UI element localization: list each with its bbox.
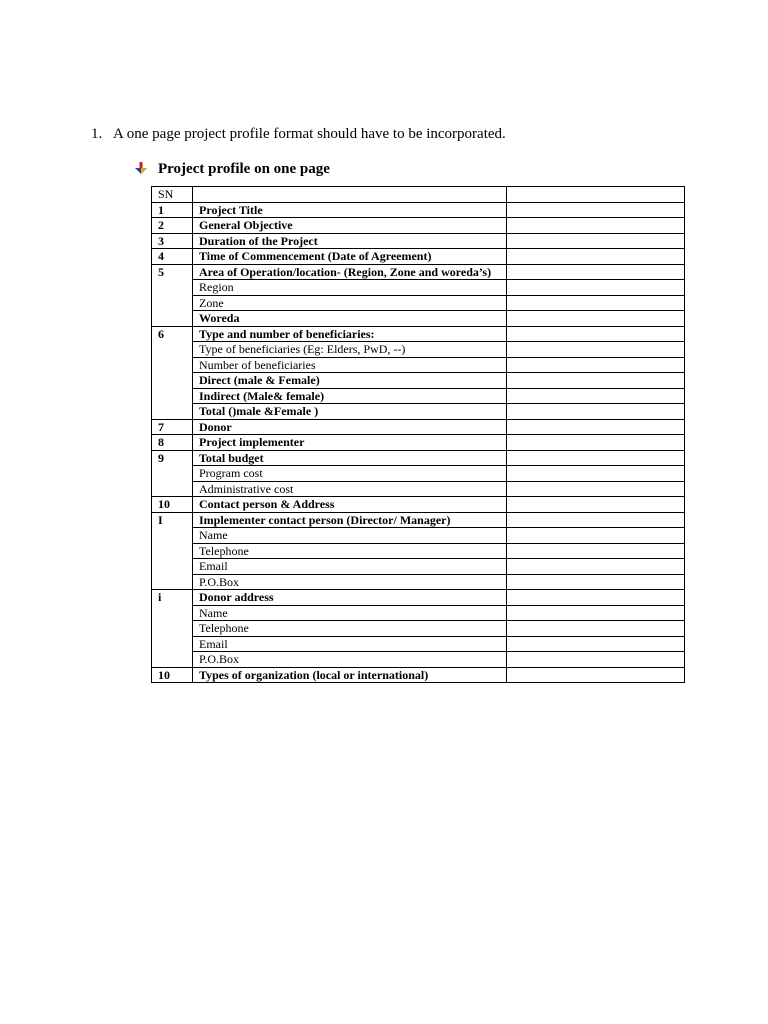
field-value-cell[interactable] bbox=[507, 466, 685, 482]
field-value-cell[interactable] bbox=[507, 326, 685, 342]
numbered-instruction bbox=[91, 125, 506, 143]
field-value-cell[interactable] bbox=[507, 342, 685, 358]
field-value-cell[interactable] bbox=[507, 373, 685, 389]
sn-cell: 2 bbox=[152, 218, 193, 234]
section-heading-text: Project profile on one page bbox=[158, 161, 330, 177]
field-value-cell[interactable] bbox=[507, 311, 685, 327]
field-value-cell[interactable] bbox=[507, 280, 685, 296]
field-label-cell: Email bbox=[193, 559, 507, 575]
project-profile-table bbox=[151, 186, 685, 683]
field-value-cell[interactable] bbox=[507, 419, 685, 435]
field-label-cell: Types of organization (local or international) bbox=[193, 667, 507, 683]
table-row bbox=[152, 543, 685, 559]
header-value-cell bbox=[507, 187, 685, 203]
field-value-cell[interactable] bbox=[507, 218, 685, 234]
field-value-cell[interactable] bbox=[507, 497, 685, 513]
field-label-cell: Region bbox=[193, 280, 507, 296]
field-value-cell[interactable] bbox=[507, 543, 685, 559]
table-row bbox=[152, 311, 685, 327]
sn-cell: 7 bbox=[152, 419, 193, 435]
table-row bbox=[152, 404, 685, 420]
field-value-cell[interactable] bbox=[507, 667, 685, 683]
table-row bbox=[152, 233, 685, 249]
field-value-cell[interactable] bbox=[507, 435, 685, 451]
field-value-cell[interactable] bbox=[507, 636, 685, 652]
sn-cell: 5 bbox=[152, 264, 193, 326]
field-label-cell: Type of beneficiaries (Eg: Elders, PwD, --) bbox=[193, 342, 507, 358]
field-value-cell[interactable] bbox=[507, 605, 685, 621]
table-row bbox=[152, 667, 685, 683]
field-value-cell[interactable] bbox=[507, 357, 685, 373]
sn-cell: 9 bbox=[152, 450, 193, 497]
field-value-cell[interactable] bbox=[507, 450, 685, 466]
field-value-cell[interactable] bbox=[507, 574, 685, 590]
sn-cell: 1 bbox=[152, 202, 193, 218]
field-value-cell[interactable] bbox=[507, 264, 685, 280]
sn-cell: 10 bbox=[152, 497, 193, 513]
table-row bbox=[152, 373, 685, 389]
table-row bbox=[152, 636, 685, 652]
table-row bbox=[152, 295, 685, 311]
header-label-cell bbox=[193, 187, 507, 203]
table-row bbox=[152, 605, 685, 621]
field-label-cell: Indirect (Male& female) bbox=[193, 388, 507, 404]
sn-cell: 8 bbox=[152, 435, 193, 451]
field-label-cell: Type and number of beneficiaries: bbox=[193, 326, 507, 342]
table-row bbox=[152, 342, 685, 358]
field-value-cell[interactable] bbox=[507, 295, 685, 311]
field-label-cell: Area of Operation/location- (Region, Zone and woreda’s) bbox=[193, 264, 507, 280]
table-row bbox=[152, 218, 685, 234]
sn-cell: 3 bbox=[152, 233, 193, 249]
table-row bbox=[152, 450, 685, 466]
field-label-cell: Zone bbox=[193, 295, 507, 311]
sn-cell: 4 bbox=[152, 249, 193, 265]
field-label-cell: Duration of the Project bbox=[193, 233, 507, 249]
table-row bbox=[152, 652, 685, 668]
table-row bbox=[152, 280, 685, 296]
field-label-cell: Telephone bbox=[193, 621, 507, 637]
field-label-cell: Number of beneficiaries bbox=[193, 357, 507, 373]
field-value-cell[interactable] bbox=[507, 512, 685, 528]
field-value-cell[interactable] bbox=[507, 404, 685, 420]
down-arrow-bullet-icon bbox=[134, 161, 148, 175]
table-header-row bbox=[152, 187, 685, 203]
table-row bbox=[152, 249, 685, 265]
field-label-cell: Program cost bbox=[193, 466, 507, 482]
table-row bbox=[152, 481, 685, 497]
field-value-cell[interactable] bbox=[507, 249, 685, 265]
field-label-cell: Name bbox=[193, 528, 507, 544]
field-label-cell: P.O.Box bbox=[193, 652, 507, 668]
field-value-cell[interactable] bbox=[507, 590, 685, 606]
field-label-cell: Contact person & Address bbox=[193, 497, 507, 513]
field-label-cell: Total budget bbox=[193, 450, 507, 466]
table-row bbox=[152, 202, 685, 218]
instruction-text: A one page project profile format should have to be incorporated. bbox=[113, 126, 506, 142]
field-label-cell: P.O.Box bbox=[193, 574, 507, 590]
field-value-cell[interactable] bbox=[507, 202, 685, 218]
field-value-cell[interactable] bbox=[507, 528, 685, 544]
field-value-cell[interactable] bbox=[507, 233, 685, 249]
field-label-cell: Direct (male & Female) bbox=[193, 373, 507, 389]
table-row bbox=[152, 419, 685, 435]
table-row bbox=[152, 528, 685, 544]
table-row bbox=[152, 388, 685, 404]
table-row bbox=[152, 590, 685, 606]
field-value-cell[interactable] bbox=[507, 559, 685, 575]
sn-cell: I bbox=[152, 512, 193, 590]
field-label-cell: General Objective bbox=[193, 218, 507, 234]
field-value-cell[interactable] bbox=[507, 652, 685, 668]
table-row bbox=[152, 435, 685, 451]
table-row bbox=[152, 357, 685, 373]
field-value-cell[interactable] bbox=[507, 621, 685, 637]
field-value-cell[interactable] bbox=[507, 481, 685, 497]
field-label-cell: Donor address bbox=[193, 590, 507, 606]
sn-cell: 10 bbox=[152, 667, 193, 683]
field-label-cell: Project implementer bbox=[193, 435, 507, 451]
field-label-cell: Donor bbox=[193, 419, 507, 435]
table-row bbox=[152, 621, 685, 637]
table-row bbox=[152, 264, 685, 280]
field-label-cell: Implementer contact person (Director/ Manager) bbox=[193, 512, 507, 528]
field-label-cell: Project Title bbox=[193, 202, 507, 218]
table-row bbox=[152, 574, 685, 590]
field-label-cell: Woreda bbox=[193, 311, 507, 327]
field-label-cell: Administrative cost bbox=[193, 481, 507, 497]
field-label-cell: Total ()male &Female ) bbox=[193, 404, 507, 420]
field-label-cell: Email bbox=[193, 636, 507, 652]
field-label-cell: Name bbox=[193, 605, 507, 621]
section-heading bbox=[134, 160, 330, 178]
table-row bbox=[152, 326, 685, 342]
field-label-cell: Time of Commencement (Date of Agreement) bbox=[193, 249, 507, 265]
header-sn-cell: SN bbox=[152, 187, 193, 203]
table-row bbox=[152, 497, 685, 513]
table-row bbox=[152, 466, 685, 482]
sn-cell: 6 bbox=[152, 326, 193, 419]
sn-cell: i bbox=[152, 590, 193, 668]
table-row bbox=[152, 559, 685, 575]
field-value-cell[interactable] bbox=[507, 388, 685, 404]
table-row bbox=[152, 512, 685, 528]
list-number: 1. bbox=[91, 126, 103, 142]
field-label-cell: Telephone bbox=[193, 543, 507, 559]
